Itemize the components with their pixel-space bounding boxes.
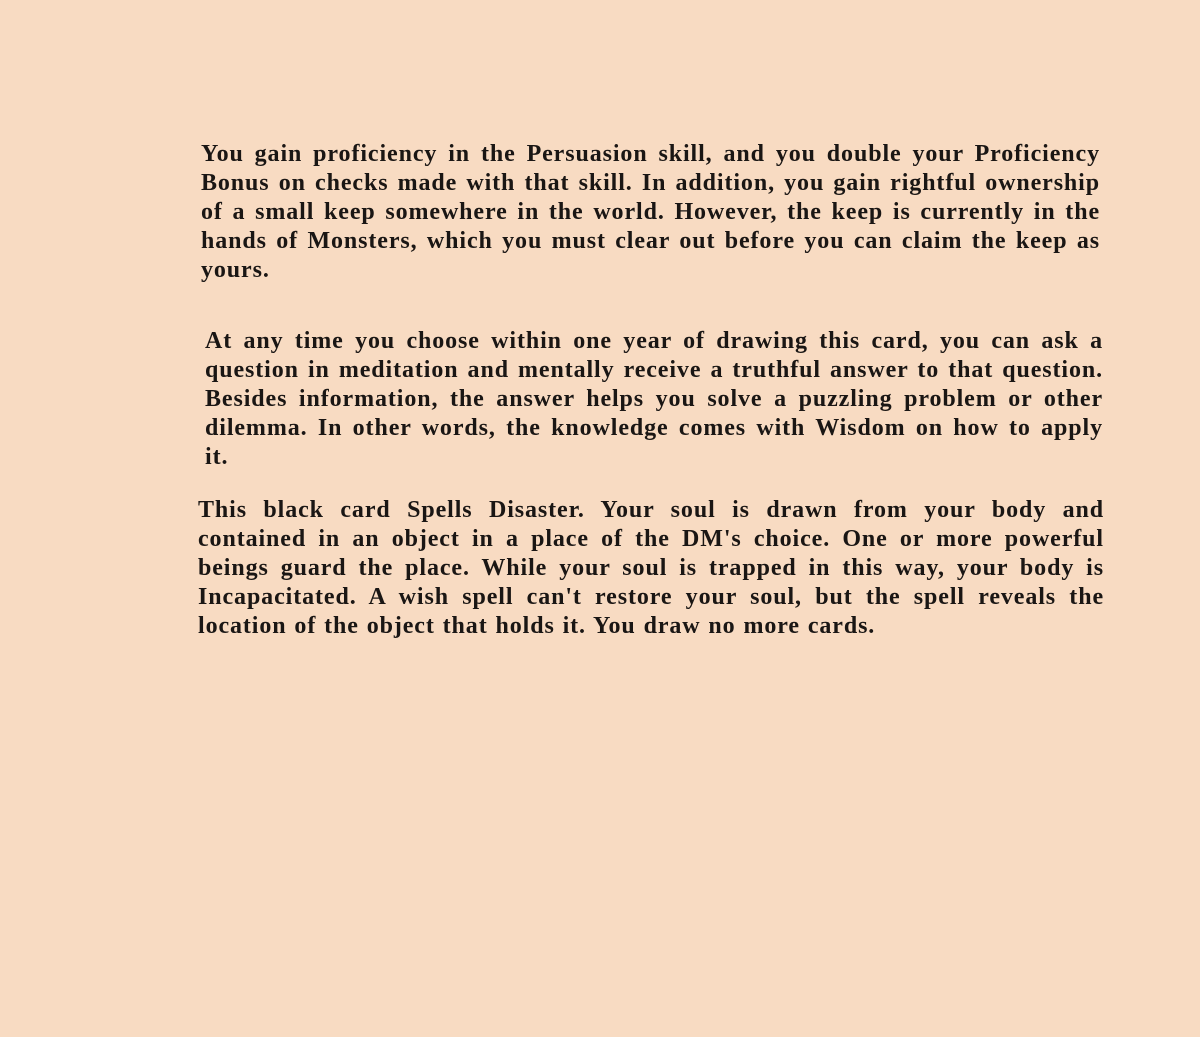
card-description: This black card Spells Disaster. Your soul is drawn from your body and contained in an object in a place of the DM's choice. One or more powerful beings guard the place. While your soul is trapped in this way, your body is Incapacitated. A wish spell can't restore your soul, but the spell reveals the location of the object that holds it. You draw no more cards. xyxy=(198,497,1104,639)
card-description: At any time you choose within one year of drawing this card, you can ask a question in meditation and mentally receive a truthful answer to that question. Besides information, the answer helps you solve a puzzling problem or other dilemma. In other words, the knowledge comes with Wisdom on how to apply it. xyxy=(205,328,1103,470)
card-description: You gain proficiency in the Persuasion skill, and you double your Proficiency Bonus on checks made with that skill. In addition, you gain rightful ownership of a small keep somewhere in the world. However, the keep is currently in the hands of Monsters, which you must clear out before you can claim the keep as yours. xyxy=(201,141,1100,283)
